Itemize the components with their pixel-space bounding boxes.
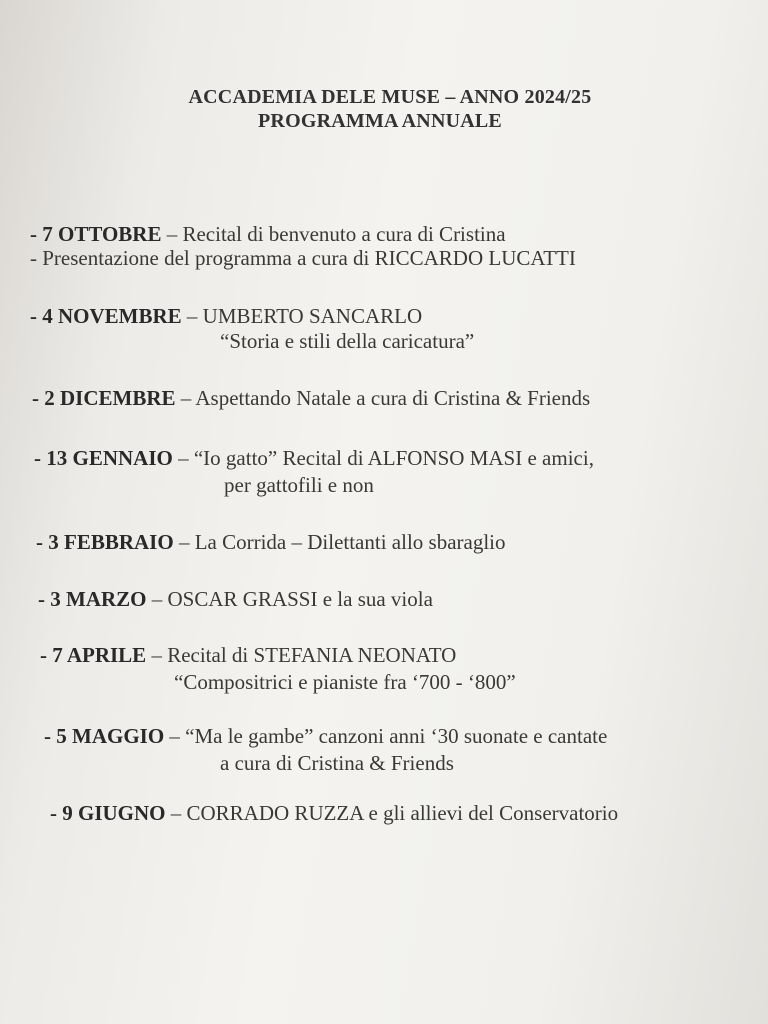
event-date: - 9 GIUGNO <box>50 801 166 825</box>
event-ottobre-presentation <box>30 246 576 271</box>
event-description: – “Ma le gambe” canzoni anni ‘30 suonate e cantate <box>164 724 608 748</box>
event-aprile-subtitle <box>174 670 516 695</box>
event-gennaio <box>34 446 594 471</box>
event-description: – Recital di benvenuto a cura di Cristina <box>161 222 506 246</box>
document-title: ACCADEMIA DELE MUSE – ANNO 2024/25 <box>188 86 592 108</box>
event-description: “Storia e stili della caricatura” <box>220 329 475 353</box>
event-novembre <box>30 304 422 329</box>
event-description: – OSCAR GRASSI e la sua viola <box>146 587 433 611</box>
event-maggio <box>44 724 607 749</box>
document-subtitle: PROGRAMMA ANNUALE <box>258 110 502 132</box>
event-description: – La Corrida – Dilettanti allo sbaraglio <box>173 530 506 554</box>
event-description: – UMBERTO SANCARLO <box>181 304 423 328</box>
event-description: – “Io gatto” Recital di ALFONSO MASI e amici, <box>172 446 594 470</box>
event-date: - 3 MARZO <box>38 587 147 611</box>
event-description: – CORRADO RUZZA e gli allievi del Conservatorio <box>165 801 619 825</box>
event-marzo <box>38 587 433 612</box>
event-description: per gattofili e non <box>224 473 374 497</box>
event-maggio-subtitle <box>220 751 454 776</box>
event-aprile <box>40 643 456 668</box>
event-date: - 5 MAGGIO <box>44 724 165 748</box>
event-novembre-subtitle <box>220 329 474 354</box>
event-date: - 7 OTTOBRE <box>30 222 162 246</box>
event-date: - 13 GENNAIO <box>34 446 173 470</box>
event-description: - Presentazione del programma a cura di RICCARDO LUCATTI <box>30 246 576 270</box>
event-description: “Compositrici e pianiste fra ‘700 - ‘800” <box>174 670 516 694</box>
event-date: - 2 DICEMBRE <box>32 386 176 410</box>
event-date: - 4 NOVEMBRE <box>30 304 182 328</box>
event-description: a cura di Cristina & Friends <box>220 751 454 775</box>
event-date: - 7 APRILE <box>40 643 147 667</box>
event-febbraio <box>36 530 506 555</box>
event-giugno <box>50 801 618 826</box>
event-gennaio-subtitle <box>224 473 374 498</box>
event-description: – Aspettando Natale a cura di Cristina & Friends <box>175 386 591 410</box>
event-date: - 3 FEBBRAIO <box>36 530 174 554</box>
event-ottobre <box>30 222 506 247</box>
event-dicembre <box>32 386 590 411</box>
event-description: – Recital di STEFANIA NEONATO <box>146 643 457 667</box>
